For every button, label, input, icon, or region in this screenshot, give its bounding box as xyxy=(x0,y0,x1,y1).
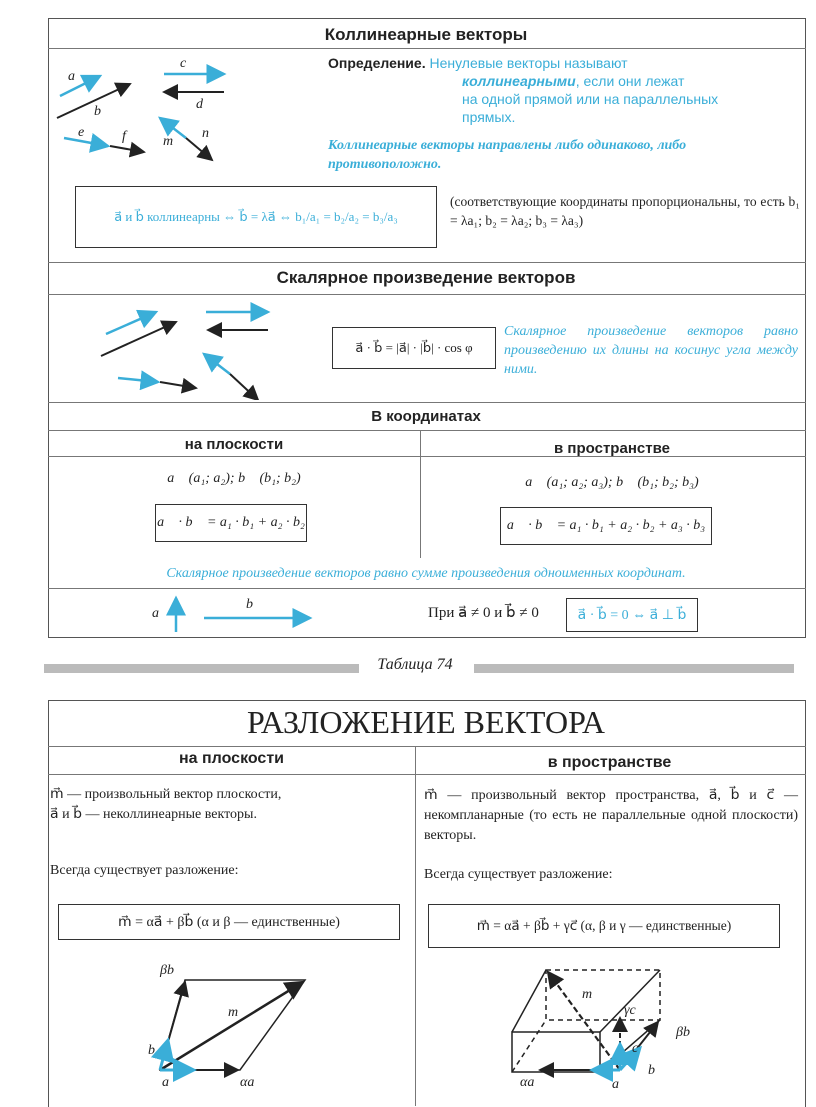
label-m: m⃗ xyxy=(228,1005,249,1020)
divider xyxy=(48,262,806,263)
label-b: b⃗ xyxy=(648,1063,666,1078)
space-formula: a⃗ · b⃗ = a₁ · b₁ + a₂ · b₂ + a₃ · b₃ xyxy=(500,507,712,545)
label-b: b⃗ xyxy=(148,1043,166,1058)
scalar-vectors-diagram xyxy=(96,296,276,400)
column-divider xyxy=(415,746,416,1106)
label-alpha-a: αa⃗ xyxy=(520,1075,546,1090)
label-e: e⃗ xyxy=(78,125,96,140)
space-vectors: a⃗ (a₁; a₂; a₃); b⃗ (b₁; b₂; b₃) xyxy=(525,475,699,490)
plane-always: Всегда существует разложение: xyxy=(50,863,239,878)
sum-note: Скалярное произведение векторов равно сумме произведения одноименных координат. xyxy=(166,566,686,581)
definition-text: Ненулевые векторы называют xyxy=(429,55,628,71)
coords-space-title: в пространстве xyxy=(554,440,670,457)
label-alpha-a: αa⃗ xyxy=(240,1075,266,1090)
collinear-formula-note: (соответствующие координаты пропорциональны, то есть b₁ = λa₁; b₂ = λa₂; b₃ = λa₃) xyxy=(450,194,800,228)
coords-title: В координатах xyxy=(371,408,481,425)
plane-decomp-formula: m⃗ = αa⃗ + βb⃗ (α и β — единственные) xyxy=(58,904,400,940)
label-m: m⃗ xyxy=(163,134,184,149)
separator-bar xyxy=(474,664,794,673)
divider xyxy=(48,774,806,775)
scalar-note: Скалярное произведение векторов равно произведению их длины на косинус угла между ними. xyxy=(504,324,798,377)
label-gamma-c: γc⃗ xyxy=(624,1003,647,1018)
separator-bar xyxy=(44,664,359,673)
label-c: c⃗ xyxy=(632,1041,650,1056)
divider xyxy=(48,430,806,431)
plane-formula: a⃗ · b⃗ = a₁ · b₁ + a₂ · b₂ xyxy=(155,504,307,542)
label-a: a⃗ xyxy=(68,69,86,84)
label-b: b⃗ xyxy=(246,597,264,612)
definition xyxy=(328,54,798,126)
perp-condition: При a⃗ ≠ 0 и b⃗ ≠ 0 xyxy=(428,605,539,621)
label-m: m⃗ xyxy=(582,987,603,1002)
direction-note: Коллинеарные векторы направлены либо одинаково, либо противоположно. xyxy=(328,138,687,172)
definition-text: , если они лежат xyxy=(575,73,685,89)
plane-desc-1: m⃗ — произвольный вектор плоскости, xyxy=(50,787,282,802)
decomp-space-title: в пространстве xyxy=(547,754,672,771)
space-always: Всегда существует разложение: xyxy=(424,867,613,882)
space-desc: m⃗ — произвольный вектор пространства, a⃗, b⃗ и c⃗ — некомпланарные (то есть не параллельные одной плоскости) векторы. xyxy=(424,788,798,843)
scalar-formula: a⃗ · b⃗ = |a⃗| · |b⃗| · cos φ xyxy=(332,327,496,369)
divider xyxy=(48,294,806,295)
table-label: Таблица 74 xyxy=(377,656,453,673)
plane-vectors: a⃗ (a₁; a₂); b⃗ (b₁; b₂) xyxy=(167,471,301,486)
collinear-formula: a⃗ и b⃗ коллинеарны ⇔ b⃗ = λa⃗ ⇔ b₁/a₁ = b₂/a₂ = b₃/a₃ xyxy=(75,186,437,248)
label-f: f⃗ xyxy=(122,129,137,144)
perpendicular-vectors-diagram xyxy=(160,590,320,634)
divider xyxy=(48,48,806,49)
vector-f xyxy=(110,146,144,152)
label-d: d⃗ xyxy=(196,97,214,112)
perp-formula: a⃗ · b⃗ = 0 ⇔ a⃗ ⊥ b⃗ xyxy=(566,598,698,632)
label-beta-b: βb⃗ xyxy=(160,963,185,978)
divider xyxy=(48,456,806,457)
label-a: a⃗ xyxy=(612,1077,630,1092)
decomp-plane-title: на плоскости xyxy=(178,750,284,767)
divider xyxy=(48,746,806,747)
label-a: a⃗ xyxy=(152,606,170,621)
definition-term: коллинеарными xyxy=(462,73,576,89)
plane-desc-2: a⃗ и b⃗ — неколлинеарные векторы. xyxy=(50,807,257,822)
definition-text: на одной прямой или на параллельных xyxy=(462,91,719,107)
label-b: b⃗ xyxy=(94,104,112,119)
divider xyxy=(48,402,806,403)
divider xyxy=(48,588,806,589)
label-a: a⃗ xyxy=(162,1075,180,1090)
collinear-title: Коллинеарные векторы xyxy=(324,25,528,44)
label-beta-b: βb⃗ xyxy=(676,1025,701,1040)
definition-label: Определение. xyxy=(328,55,426,71)
label-c: c⃗ xyxy=(180,56,198,71)
decomposition-title: РАЗЛОЖЕНИЕ ВЕКТОРА xyxy=(247,704,605,740)
definition-text: прямых. xyxy=(462,109,516,125)
scalar-title: Скалярное произведение векторов xyxy=(276,268,576,287)
label-n: n⃗ xyxy=(202,126,220,141)
coords-plane-title: на плоскости xyxy=(184,436,284,453)
space-decomp-formula: m⃗ = αa⃗ + βb⃗ + γc⃗ (α, β и γ — единственные) xyxy=(428,904,780,948)
